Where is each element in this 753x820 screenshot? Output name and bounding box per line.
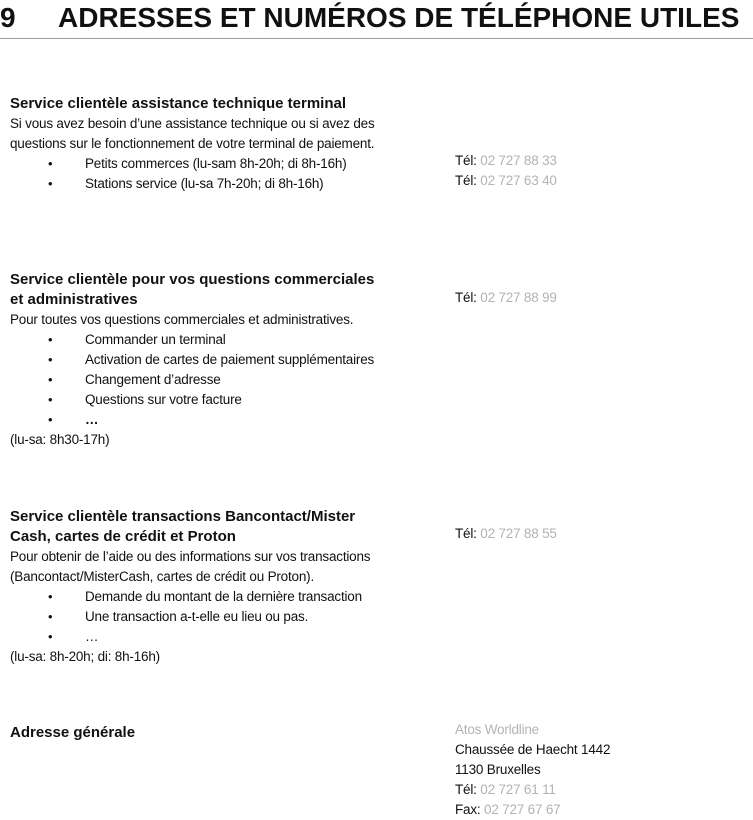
- opening-hours: (lu-sa: 8h-20h; di: 8h-16h): [10, 649, 160, 664]
- phone-line: [455, 524, 557, 544]
- list-item-text: Commander un terminal: [85, 332, 226, 347]
- section-intro-line: Si vous avez besoin d’une assistance technique ou si avez des: [10, 116, 375, 131]
- contact-block-commercial: [455, 288, 557, 308]
- contact-block-technical: [455, 151, 557, 191]
- section-title: Adresse générale: [10, 724, 136, 741]
- list-item: [10, 350, 430, 370]
- bullet-list: [10, 154, 430, 194]
- bullet-icon: •: [48, 372, 53, 387]
- section-intro-line: (Bancontact/MisterCash, cartes de crédit ou Proton).: [10, 569, 314, 584]
- section-commercial-admin: [10, 270, 430, 450]
- bullet-icon: •: [48, 176, 53, 191]
- fax-line: [455, 800, 610, 820]
- list-item-text: Questions sur votre facture: [85, 392, 242, 407]
- bullet-icon: •: [48, 609, 53, 624]
- phone-label: Tél:: [455, 290, 481, 305]
- section-title-line: Cash, cartes de crédit et Proton: [10, 528, 236, 545]
- phone-number[interactable]: 02 727 63 40: [480, 173, 557, 188]
- chapter-number: 9: [0, 2, 16, 33]
- list-item-text: Petits commerces (lu-sam 8h-20h; di 8h-16h): [85, 156, 347, 171]
- phone-label: Tél:: [455, 173, 481, 188]
- list-item-text: …: [85, 412, 99, 427]
- phone-line: [455, 171, 557, 191]
- section-technical-support: [10, 94, 430, 194]
- bullet-list: [10, 587, 430, 647]
- section-general-address: [10, 723, 430, 743]
- phone-number[interactable]: 02 727 88 99: [480, 290, 557, 305]
- phone-number[interactable]: 02 727 88 33: [480, 153, 557, 168]
- address-block: [455, 720, 610, 820]
- fax-number: 02 727 67 67: [484, 802, 561, 817]
- section-title: Service clientèle assistance technique terminal: [10, 95, 346, 112]
- list-item-text: Changement d’adresse: [85, 372, 221, 387]
- section-intro-line: Pour toutes vos questions commerciales et administratives.: [10, 312, 354, 327]
- phone-label: Tél:: [455, 153, 481, 168]
- bullet-icon: •: [48, 589, 53, 604]
- contact-block-transactions: [455, 524, 557, 544]
- list-item: [10, 627, 430, 647]
- street-address: Chaussée de Haecht 1442: [455, 742, 611, 757]
- list-item: [10, 607, 430, 627]
- bullet-icon: •: [48, 352, 53, 367]
- list-item: [10, 410, 430, 430]
- section-transactions: [10, 507, 430, 667]
- phone-number[interactable]: 02 727 88 55: [480, 526, 557, 541]
- list-item: [10, 370, 430, 390]
- bullet-list: [10, 330, 430, 430]
- phone-line: [455, 780, 610, 800]
- bullet-icon: •: [48, 332, 53, 347]
- list-item-text: Activation de cartes de paiement supplémentaires: [85, 352, 375, 367]
- section-title-line: Service clientèle pour vos questions commerciales: [10, 271, 375, 288]
- section-intro-line: questions sur le fonctionnement de votre terminal de paiement.: [10, 136, 375, 151]
- phone-number[interactable]: 02 727 61 11: [480, 782, 556, 797]
- section-intro-line: Pour obtenir de l’aide ou des informations sur vos transactions: [10, 549, 371, 564]
- list-item: [10, 587, 430, 607]
- chapter-header: [0, 0, 753, 39]
- list-item: [10, 330, 430, 350]
- list-item: [10, 174, 430, 194]
- list-item-text: …: [85, 629, 99, 644]
- opening-hours: (lu-sa: 8h30-17h): [10, 432, 110, 447]
- bullet-icon: •: [48, 392, 53, 407]
- city: 1130 Bruxelles: [455, 762, 541, 777]
- list-item-text: Stations service (lu-sa 7h-20h; di 8h-16h): [85, 176, 324, 191]
- list-item-text: Une transaction a-t-elle eu lieu ou pas.: [85, 609, 309, 624]
- chapter-title: ADRESSES ET NUMÉROS DE TÉLÉPHONE UTILES: [58, 2, 740, 33]
- bullet-icon: •: [48, 412, 53, 427]
- phone-label: Tél:: [455, 526, 481, 541]
- phone-label: Tél:: [455, 782, 481, 797]
- section-title-line: Service clientèle transactions Bancontact/Mister: [10, 508, 356, 525]
- list-item: [10, 390, 430, 410]
- bullet-icon: •: [48, 156, 53, 171]
- phone-line: [455, 288, 557, 308]
- list-item-text: Demande du montant de la dernière transaction: [85, 589, 362, 604]
- section-title-line: et administratives: [10, 291, 138, 308]
- list-item: [10, 154, 430, 174]
- fax-label: Fax:: [455, 802, 485, 817]
- company-name: Atos Worldline: [455, 722, 539, 737]
- bullet-icon: •: [48, 629, 53, 644]
- phone-line: [455, 151, 557, 171]
